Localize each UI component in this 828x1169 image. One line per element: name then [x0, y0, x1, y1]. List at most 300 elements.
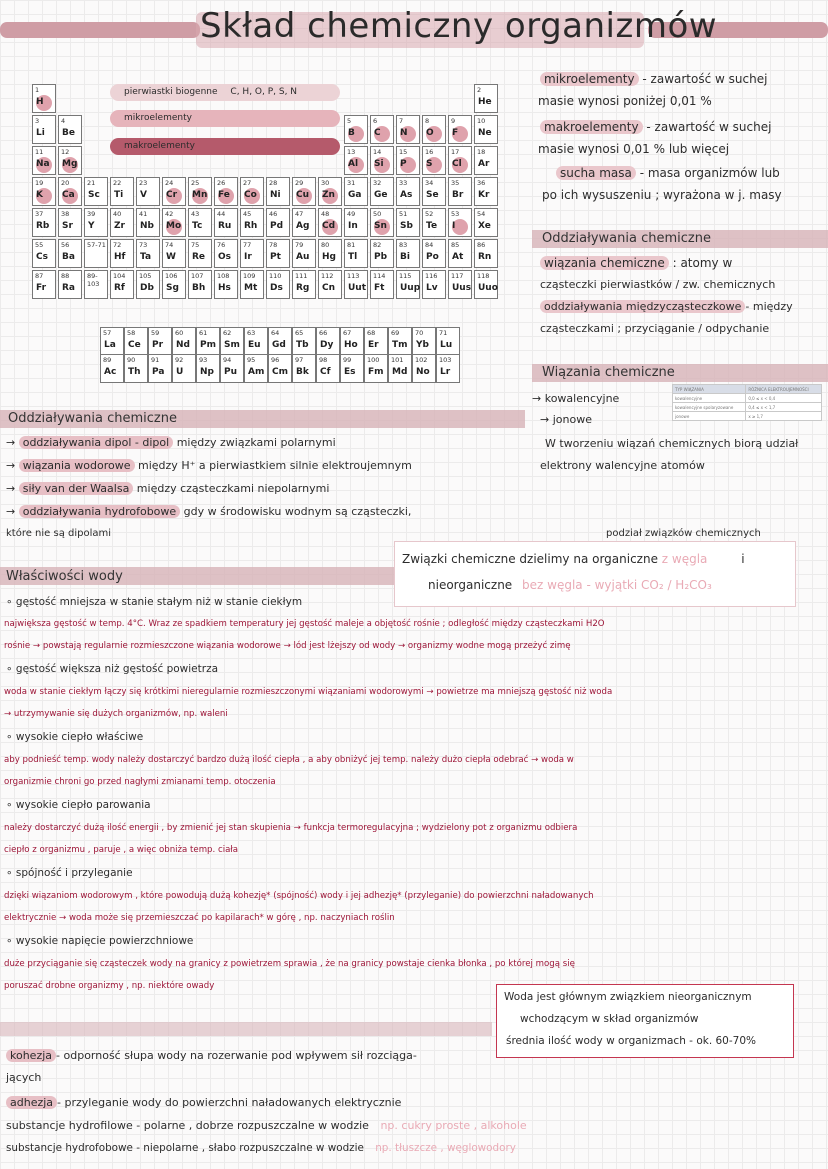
- element-number: 21: [87, 179, 96, 187]
- element-symbol: Gd: [272, 340, 286, 350]
- element-symbol: Ce: [128, 340, 141, 350]
- element-cell: [136, 208, 160, 237]
- mini-table-header: TYP WIĄZANIA: [673, 385, 746, 394]
- element-cell: [344, 115, 368, 144]
- element-number: 17: [451, 148, 460, 156]
- element-symbol: Ba: [62, 252, 75, 262]
- element-cell: [172, 354, 196, 383]
- element-cell: [240, 208, 264, 237]
- podzial-label: podział związków chemicznych: [606, 528, 761, 539]
- element-number: 89: [103, 356, 112, 364]
- woda-detail: poruszać drobne organizmy , np. niektóre owady: [4, 981, 215, 991]
- oddz-def2: cząsteczkami ; przyciąganie / odpychanie: [540, 322, 770, 335]
- element-cell: [474, 239, 498, 268]
- title-band-left: [0, 22, 200, 38]
- mini-table-cell: 0,4 ≤ x < 1,7: [746, 403, 822, 412]
- woda-bullet: ∘ wysokie napięcie powierzchniowe: [6, 935, 194, 947]
- element-number: 87: [35, 272, 44, 280]
- element-cell: [244, 354, 268, 383]
- element-number: 104: [113, 272, 126, 280]
- element-symbol: V: [140, 190, 147, 200]
- element-symbol: Mn: [192, 190, 208, 200]
- element-symbol: N: [400, 128, 408, 138]
- element-symbol: Sb: [400, 221, 413, 231]
- element-symbol: Pm: [200, 340, 216, 350]
- woda-detail: aby podnieść temp. wody należy dostarczyć bardzo dużą ilość ciepła , a aby obniżyć jej temp. należy dużo ciepła odebrać → woda w: [4, 755, 574, 765]
- hydrofil-line: [6, 1119, 527, 1132]
- element-number: 25: [191, 179, 200, 187]
- element-cell: [436, 354, 460, 383]
- woda-detail: rośnie → powstają regularnie rozmieszczone wiązania wodorowe → lód jest lżejszy od wody → organizmy wodne mogą przeżyć zimę: [4, 641, 571, 651]
- element-cell: [268, 354, 292, 383]
- element-cell: [422, 239, 446, 268]
- element-cell: [172, 327, 196, 356]
- woda-bullet-text: spójność i przyleganie: [15, 867, 133, 879]
- element-cell: [220, 354, 244, 383]
- element-cell: [316, 354, 340, 383]
- element-cell: [100, 327, 124, 356]
- oddz-left-term: oddziaływania dipol - dipol: [19, 436, 173, 449]
- element-cell: [162, 208, 186, 237]
- element-cell: [370, 177, 394, 206]
- element-symbol: K: [36, 190, 43, 200]
- def-sucha-text2: po ich wysuszeniu ; wyrażona w j. masy: [542, 188, 782, 202]
- element-cell: [266, 177, 290, 206]
- element-symbol: Fe: [218, 190, 230, 200]
- element-symbol: Mg: [62, 159, 78, 169]
- element-cell: [448, 208, 472, 237]
- element-symbol: Pd: [270, 221, 284, 231]
- element-symbol: Bi: [400, 252, 410, 262]
- element-number: 18: [477, 148, 486, 156]
- element-symbol: Fr: [36, 283, 47, 293]
- element-number: 78: [269, 241, 278, 249]
- element-number: 105: [139, 272, 152, 280]
- element-symbol: Pu: [224, 367, 238, 377]
- element-number: 11: [35, 148, 44, 156]
- element-cell: [32, 239, 56, 268]
- element-cell: [124, 354, 148, 383]
- element-number: 110: [269, 272, 282, 280]
- element-cell: [370, 208, 394, 237]
- hydrofil-text: substancje hydrofilowe - polarne , dobrze rozpuszczalne w wodzie: [6, 1119, 369, 1132]
- element-number: 108: [217, 272, 230, 280]
- element-cell: [84, 177, 108, 206]
- element-number: 29: [295, 179, 304, 187]
- element-number: 93: [199, 356, 208, 364]
- oddz-left-heading: Oddziaływania chemiczne: [8, 411, 177, 426]
- legend-makro-label: makroelementy: [124, 141, 195, 151]
- element-number: 39: [87, 210, 96, 218]
- element-number: 43: [191, 210, 200, 218]
- element-number: 2: [477, 86, 482, 94]
- element-symbol: Br: [452, 190, 464, 200]
- element-symbol: Zr: [114, 221, 125, 231]
- water-summary-line3: średnia ilość wody w organizmach - ok. 60-70%: [506, 1035, 756, 1047]
- element-cell: [196, 354, 220, 383]
- legend-biogenne-label: pierwiastki biogenne: [124, 87, 218, 97]
- woda-bullet-text: wysokie napięcie powierzchniowe: [15, 935, 194, 947]
- element-symbol: Cn: [322, 283, 336, 293]
- element-cell: [412, 354, 436, 383]
- element-symbol: Au: [296, 252, 310, 262]
- arrow-icon: →: [6, 436, 16, 449]
- wiaz-def1: : atomy w: [672, 256, 733, 270]
- element-symbol: Rb: [36, 221, 50, 231]
- element-symbol: Lu: [440, 340, 453, 350]
- element-cell: [84, 270, 108, 299]
- element-number: 42: [165, 210, 174, 218]
- element-number: 35: [451, 179, 460, 187]
- element-symbol: Cu: [296, 190, 310, 200]
- podzial-line2-text: nieorganiczne: [428, 578, 513, 592]
- element-number: 64: [271, 329, 280, 337]
- element-symbol: Md: [392, 367, 408, 377]
- element-cell: [110, 239, 134, 268]
- element-number: 86: [477, 241, 486, 249]
- woda-bullet-text: gęstość mniejsza w stanie stałym niż w stanie ciekłym: [15, 596, 303, 608]
- element-cell: [100, 354, 124, 383]
- element-number: 107: [191, 272, 204, 280]
- element-symbol: P: [400, 159, 407, 169]
- element-symbol: Am: [248, 367, 265, 377]
- wiaz-term: wiązania chemiczne: [540, 256, 669, 270]
- element-number: 118: [477, 272, 490, 280]
- element-symbol: U: [176, 367, 184, 377]
- element-cell: [474, 270, 498, 299]
- def-makro-line1: [540, 120, 771, 134]
- element-cell: [448, 239, 472, 268]
- element-cell: [188, 177, 212, 206]
- def-makro-text1: - zawartość w suchej: [642, 120, 772, 134]
- element-cell: [148, 354, 172, 383]
- oddz-left-item: [6, 459, 412, 472]
- element-symbol: Sc: [88, 190, 100, 200]
- element-number: 62: [223, 329, 232, 337]
- element-number: 45: [243, 210, 252, 218]
- element-cell: [370, 146, 394, 175]
- podzial-line1-soft: z węgla: [661, 552, 708, 566]
- element-cell: [474, 84, 498, 113]
- podzial-line2-soft: bez węgla - wyjątki CO₂ / H₂CO₃: [522, 578, 712, 592]
- element-symbol: I: [452, 221, 456, 231]
- def-sucha-text1: - masa organizmów lub: [635, 166, 780, 180]
- element-symbol: Na: [36, 159, 50, 169]
- woda-detail: dzięki wiązaniom wodorowym , które powodują dużą kohezję* (spójność) wody i jej adhezję* (przyleganie) do powierzchni naładowanych: [4, 891, 594, 901]
- element-cell: [84, 239, 108, 268]
- element-cell: [474, 115, 498, 144]
- arrow-icon: →: [6, 459, 16, 472]
- element-cell: [58, 208, 82, 237]
- element-number: 109: [243, 272, 256, 280]
- element-symbol: Ar: [478, 159, 490, 169]
- element-cell: [136, 270, 160, 299]
- oddz-left-term: wiązania wodorowe: [19, 459, 135, 472]
- element-symbol: Ge: [374, 190, 388, 200]
- element-symbol: Zn: [322, 190, 335, 200]
- element-symbol: Sn: [374, 221, 387, 231]
- woda-bullet-text: wysokie ciepło parowania: [15, 799, 151, 811]
- element-number: 83: [399, 241, 408, 249]
- oddz-left-text5: które nie są dipolami: [6, 528, 112, 539]
- element-cell: [316, 327, 340, 356]
- element-symbol: Al: [348, 159, 359, 169]
- element-number: 32: [373, 179, 382, 187]
- element-symbol: Ir: [244, 252, 252, 262]
- element-symbol: Mt: [244, 283, 258, 293]
- element-symbol: Tl: [348, 252, 358, 262]
- element-cell: [396, 239, 420, 268]
- element-cell: [110, 177, 134, 206]
- element-cell: [58, 270, 82, 299]
- element-number: 1: [35, 86, 40, 94]
- element-symbol: Cr: [166, 190, 178, 200]
- element-number: 85: [451, 241, 460, 249]
- element-number: 88: [61, 272, 70, 280]
- podzial-box: [394, 541, 796, 607]
- element-symbol: Kr: [478, 190, 490, 200]
- element-symbol: Os: [218, 252, 232, 262]
- oddz-left-item: [6, 482, 329, 495]
- element-number: 9: [451, 117, 456, 125]
- element-number: 76: [217, 241, 226, 249]
- woda-bullet: ∘ spójność i przyleganie: [6, 867, 133, 879]
- element-symbol: Rh: [244, 221, 258, 231]
- woda-bullet: ∘ wysokie ciepło parowania: [6, 799, 151, 811]
- element-cell: [220, 327, 244, 356]
- woda-bullet: ∘ wysokie ciepło właściwe: [6, 731, 144, 743]
- element-cell: [344, 146, 368, 175]
- element-cell: [214, 177, 238, 206]
- element-symbol: Hs: [218, 283, 231, 293]
- element-symbol: Bk: [296, 367, 309, 377]
- element-cell: [58, 239, 82, 268]
- element-symbol: Rf: [114, 283, 125, 293]
- element-number: 80: [321, 241, 330, 249]
- element-cell: [396, 177, 420, 206]
- element-cell: [84, 208, 108, 237]
- element-number: 117: [451, 272, 464, 280]
- element-number: 14: [373, 148, 382, 156]
- element-cell: [188, 270, 212, 299]
- element-number: 69: [391, 329, 400, 337]
- element-cell: [58, 177, 82, 206]
- element-cell: [268, 327, 292, 356]
- element-symbol: Ho: [344, 340, 358, 350]
- element-cell: [422, 177, 446, 206]
- hydrofob-line: [6, 1142, 516, 1154]
- element-symbol: Ds: [270, 283, 283, 293]
- element-cell: [32, 270, 56, 299]
- element-cell: [240, 239, 264, 268]
- element-number: 48: [321, 210, 330, 218]
- hydrofil-examples: np. cukry proste , alkohole: [380, 1119, 527, 1132]
- def-mikro-text1: - zawartość w suchej: [638, 72, 768, 86]
- element-symbol: No: [416, 367, 430, 377]
- mini-table-cell: kowalencyjne: [673, 394, 746, 403]
- oddz-line1: [540, 300, 793, 313]
- element-number: 114: [373, 272, 386, 280]
- element-symbol: Tm: [392, 340, 408, 350]
- element-symbol: Cm: [272, 367, 288, 377]
- element-symbol: Tc: [192, 221, 203, 231]
- element-number: 12: [61, 148, 70, 156]
- element-cell: [162, 177, 186, 206]
- wiaz-def2: cząsteczki pierwiastków / zw. chemicznych: [540, 278, 776, 291]
- element-symbol: C: [374, 128, 381, 138]
- oddz-left-text: między związkami polarnymi: [173, 436, 336, 449]
- element-symbol: Rg: [296, 283, 310, 293]
- element-symbol: Nb: [140, 221, 154, 231]
- element-symbol: Sg: [166, 283, 179, 293]
- element-cell: [240, 177, 264, 206]
- element-number: 81: [347, 241, 356, 249]
- element-number: 10: [477, 117, 486, 125]
- element-cell: [412, 327, 436, 356]
- element-cell: [32, 208, 56, 237]
- element-number: 55: [35, 241, 44, 249]
- element-symbol: Ti: [114, 190, 124, 200]
- element-number: 47: [295, 210, 304, 218]
- element-symbol: Fm: [368, 367, 384, 377]
- element-symbol: Pr: [152, 340, 164, 350]
- element-cell: [124, 327, 148, 356]
- def-sucha-line1: [556, 166, 780, 180]
- mini-table-header: RÓŻNICA ELEKTROUJEMNOŚCI: [746, 385, 822, 394]
- woda-detail: należy dostarczyć dużą ilość energii , by zmienić jej stan skupienia → funkcja termoregulacyjna ; wydzielony pot z organizmu odbiera: [4, 823, 578, 833]
- element-number: 66: [319, 329, 328, 337]
- element-cell: [188, 208, 212, 237]
- element-number: 95: [247, 356, 256, 364]
- element-symbol: Ni: [270, 190, 281, 200]
- element-number: 30: [321, 179, 330, 187]
- element-number: 89-103: [87, 272, 100, 288]
- element-symbol: Hg: [322, 252, 336, 262]
- element-cell: [422, 208, 446, 237]
- hydrofob-text: substancje hydrofobowe - niepolarne , słabo rozpuszczalne w wodzie: [6, 1142, 364, 1154]
- water-summary-line2: wchodzącym w skład organizmów: [520, 1013, 699, 1025]
- woda-heading: Właściwości wody: [6, 569, 123, 584]
- element-cell: [32, 84, 56, 113]
- element-symbol: Se: [426, 190, 439, 200]
- mini-table-cell: jonowe: [673, 412, 746, 421]
- adhezja-line: [6, 1096, 401, 1109]
- element-number: 7: [399, 117, 404, 125]
- element-symbol: Dy: [320, 340, 334, 350]
- element-number: 101: [391, 356, 404, 364]
- element-number: 68: [367, 329, 376, 337]
- element-cell: [364, 327, 388, 356]
- element-cell: [110, 208, 134, 237]
- water-summary-line1: Woda jest głównym związkiem nieorganicznym: [504, 991, 752, 1003]
- woda-detail: duże przyciąganie się cząsteczek wody na granicy z powietrzem sprawia , że na granicy powstaje cienka błonka , po której mogą się: [4, 959, 575, 969]
- element-number: 72: [113, 241, 122, 249]
- element-symbol: Cf: [320, 367, 331, 377]
- element-number: 65: [295, 329, 304, 337]
- element-cell: [370, 239, 394, 268]
- element-symbol: H: [36, 97, 44, 107]
- element-cell: [396, 115, 420, 144]
- element-number: 111: [295, 272, 308, 280]
- wiazania-mini-table: [672, 384, 822, 421]
- def-mikro-text2: masie wynosi poniżej 0,01 %: [538, 94, 712, 108]
- def-sucha-term: sucha masa: [556, 166, 636, 180]
- element-number: 96: [271, 356, 280, 364]
- element-number: 51: [399, 210, 408, 218]
- element-symbol: Nd: [176, 340, 190, 350]
- element-symbol: Ta: [140, 252, 152, 262]
- element-number: 91: [151, 356, 160, 364]
- element-symbol: Lv: [426, 283, 438, 293]
- element-cell: [32, 115, 56, 144]
- element-number: 90: [127, 356, 136, 364]
- element-number: 8: [425, 117, 430, 125]
- wiazania-text1: W tworzeniu wiązań chemicznych biorą udział: [545, 437, 799, 450]
- element-symbol: Db: [140, 283, 154, 293]
- element-symbol: Po: [426, 252, 439, 262]
- element-cell: [244, 327, 268, 356]
- element-symbol: Ga: [348, 190, 362, 200]
- element-number: 23: [139, 179, 148, 187]
- element-cell: [448, 115, 472, 144]
- element-number: 40: [113, 210, 122, 218]
- element-symbol: Ca: [62, 190, 75, 200]
- element-symbol: Bh: [192, 283, 206, 293]
- element-number: 60: [175, 329, 184, 337]
- woda-detail: woda w stanie ciekłym łączy się krótkimi nieregularnie rozmieszczonymi wiązaniami wodorowymi → powietrze ma mniejszą gęstość niż woda: [4, 687, 613, 697]
- element-cell: [136, 239, 160, 268]
- element-number: 31: [347, 179, 356, 187]
- legend-biogenne: [110, 84, 340, 101]
- element-number: 102: [415, 356, 428, 364]
- element-symbol: Li: [36, 128, 45, 138]
- element-number: 28: [269, 179, 278, 187]
- oddz-left-text: gdy w środowisku wodnym są cząsteczki,: [180, 505, 412, 518]
- element-symbol: F: [452, 128, 459, 138]
- woda-bullet: ∘ gęstość mniejsza w stanie stałym niż w stanie ciekłym: [6, 596, 303, 608]
- element-number: 33: [399, 179, 408, 187]
- element-number: 34: [425, 179, 434, 187]
- element-number: 73: [139, 241, 148, 249]
- kohezja-def1: - odporność słupa wody na rozerwanie pod wpływem sił rozciąga-: [56, 1049, 417, 1062]
- adhezja-term: adhezja: [6, 1096, 57, 1109]
- element-symbol: Sr: [62, 221, 73, 231]
- element-symbol: La: [104, 340, 116, 350]
- element-symbol: Pb: [374, 252, 388, 262]
- element-cell: [388, 354, 412, 383]
- element-number: 4: [61, 117, 66, 125]
- element-number: 38: [61, 210, 70, 218]
- podzial-line1-text: Związki chemiczne dzielimy na organiczne: [402, 552, 658, 566]
- element-symbol: Si: [374, 159, 384, 169]
- element-number: 79: [295, 241, 304, 249]
- element-number: 57: [103, 329, 112, 337]
- element-number: 6: [373, 117, 378, 125]
- element-cell: [344, 177, 368, 206]
- legend-makro: [110, 138, 340, 155]
- element-number: 103: [439, 356, 452, 364]
- hydrofob-examples: np. tłuszcze , węglowodory: [375, 1142, 516, 1154]
- element-symbol: Be: [62, 128, 75, 138]
- element-number: 77: [243, 241, 252, 249]
- element-cell: [266, 239, 290, 268]
- oddz-left-text: między cząsteczkami niepolarnymi: [133, 482, 330, 495]
- element-cell: [318, 208, 342, 237]
- oddz-right-heading: Oddziaływania chemiczne: [542, 231, 711, 246]
- arrow-icon: →: [6, 482, 16, 495]
- element-symbol: Cd: [322, 221, 336, 231]
- element-symbol: Ft: [374, 283, 385, 293]
